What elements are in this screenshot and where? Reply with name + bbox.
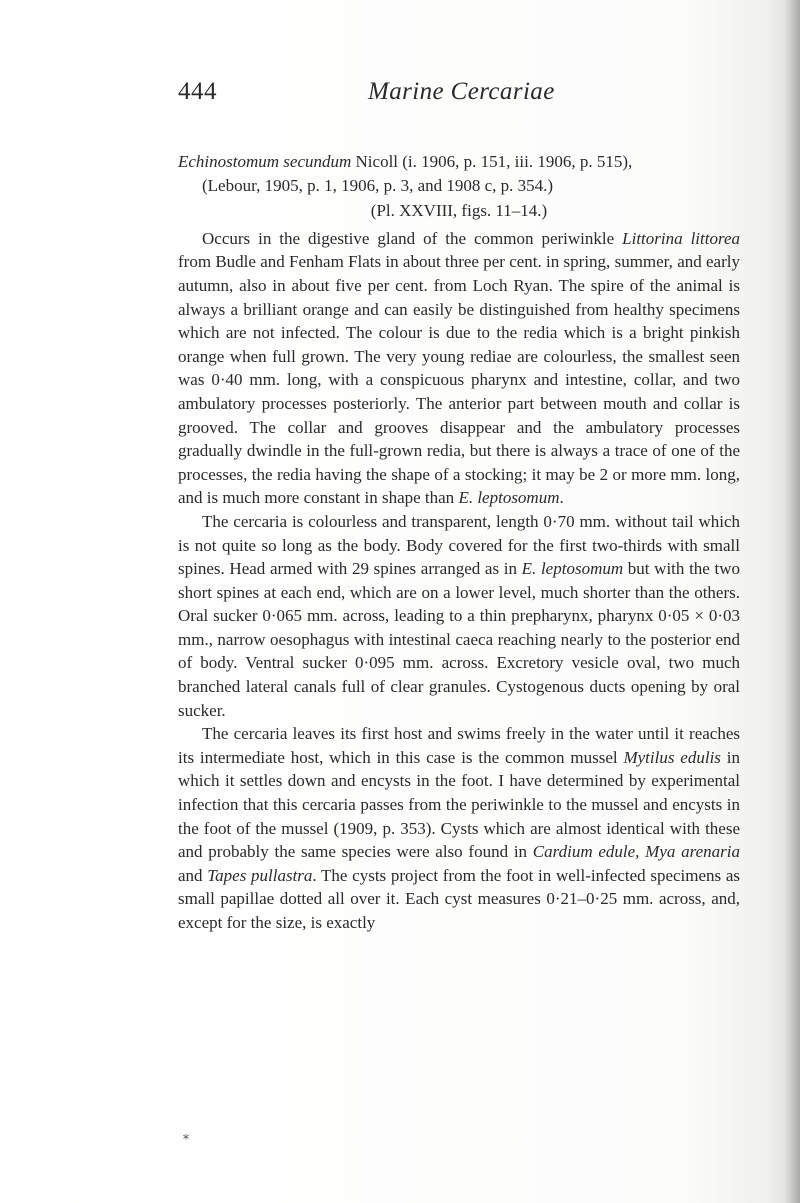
text-run: and	[178, 865, 208, 885]
text-run: The cercaria leaves its first host and swims freely in the water until it reaches its intermediate host, which in this case is the common mussel	[178, 724, 740, 767]
paragraph-host-and-redia	[178, 227, 740, 510]
paragraph-cercaria-description	[178, 510, 740, 722]
species-italic: E. leptosomum	[521, 559, 624, 579]
species-italic: E. leptosomum	[458, 488, 560, 508]
running-title: Marine Cercariae	[368, 78, 555, 105]
paragraph-life-cycle	[178, 722, 740, 934]
text-run: in which it settles down and encysts in the foot. I have determined by experimental infection that this cercaria passes from the periwinkle to the mussel and encysts in the foot of the mussel (1909, p. 353). Cysts which are almost identical with these and probably the same species were also found in	[178, 747, 741, 862]
species-name: Echinostomum secundum	[178, 152, 352, 171]
text-run: Occurs in the digestive gland of the common periwinkle	[202, 228, 623, 248]
species-citation	[178, 150, 740, 174]
citation-line-1: Nicoll (i. 1906, p. 151, iii. 1906, p. 515),	[355, 152, 633, 171]
species-italic: Littorina littorea	[622, 228, 740, 248]
species-italic: Tapes pullastra	[207, 865, 313, 885]
plate-reference: (Pl. XXVIII, figs. 11–14.)	[370, 201, 548, 221]
page-number: 444	[178, 78, 217, 105]
text-run: but with the two short spines at each end, which are on a lower level, much shorter than the others. Oral sucker 0·065 mm. across, leading to a thin prepharynx, pharynx 0·05 × 0·03 mm., narrow oesophagus with intestinal caeca reaching nearly to the posterior end of body. Ventral sucker 0·095 mm. across. Excretory vesicle oval, two much branched lateral canals full of clear granules. Cystogenous ducts opening by oral sucker.	[178, 559, 741, 720]
printer-mark: ⁎	[183, 1128, 189, 1142]
text-run: . The cysts project from the foot in well-infected specimens as small papillae dotted all over it. Each cyst measures 0·21–0·25 mm. across, and, except for the size, is exactly	[178, 865, 740, 932]
page-header	[178, 78, 738, 114]
text-run: The cercaria is colourless and transparent, length 0·70 mm. without tail which is not quite so long as the body. Body covered for the first two-thirds with small spines. Head armed with 29 spines arranged as in	[178, 511, 740, 579]
page-edge-shadow	[784, 0, 800, 1203]
text-run: .	[559, 488, 564, 508]
species-italic: Mytilus edulis	[623, 747, 721, 767]
species-italic: Cardium edule, Mya arenaria	[532, 842, 741, 862]
citation-line-2: (Lebour, 1905, p. 1, 1906, p. 3, and 1908 c, p. 354.)	[202, 175, 554, 195]
page-body	[178, 150, 740, 935]
text-run: from Budle and Fenham Flats in about three per cent. in spring, summer, and early autumn, also in about five per cent. from Loch Ryan. The spire of the animal is always a brilliant orange and can easily be distinguished from healthy specimens which are not infected. The colour is due to the redia which is a bright pinkish orange when full grown. The very young rediae are colourless, the smallest seen was 0·40 mm. long, with a conspicuous pharynx and intestine, collar, and two ambulatory processes posteriorly. The anterior part between mouth and collar is grooved. The collar and grooves disappear and the ambulatory processes gradually dwindle in the full-grown redia, but there is always a trace of one of the processes, the redia having the shape of a stocking; it may be 2 or more mm. long, and is much more constant in shape than	[178, 252, 740, 508]
